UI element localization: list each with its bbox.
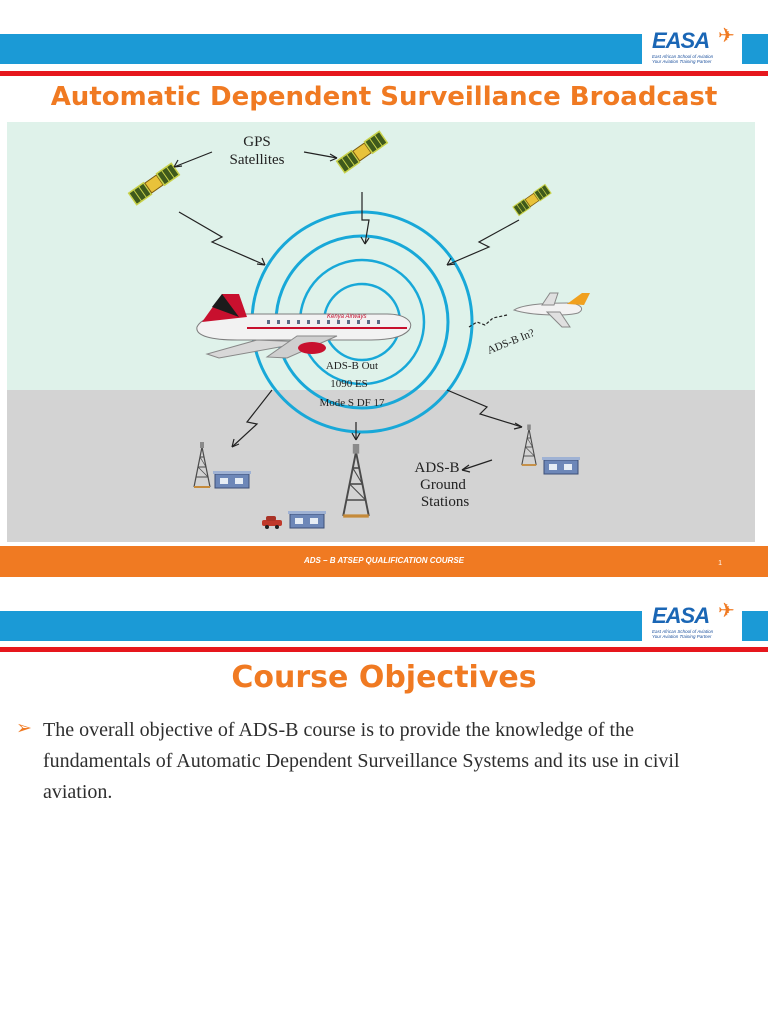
ground-station-building-icon [213, 471, 251, 488]
ads-b-in-label: ADS-B In? [485, 326, 537, 357]
sky-background [7, 122, 755, 390]
ground-label-line2: Ground [420, 477, 466, 493]
footer-text: ADS – B ATSEP QUALIFICATION COURSE [303, 556, 464, 565]
header-red-line [0, 647, 768, 652]
ads-b-diagram [7, 122, 755, 542]
easa-logo [642, 27, 742, 71]
gps-label-line1: GPS [243, 134, 271, 150]
ground-station-building-icon [288, 511, 326, 528]
ground-station-building-icon [542, 457, 580, 474]
easa-logo [642, 602, 742, 646]
objective-text: The overall objective of ADS-B course is to provide the knowledge of the fundamentals of Automatic Dependent Surveillance Systems and its use in civil aviation. [43, 719, 680, 803]
slide-footer [0, 546, 768, 577]
svg-text:Kenya Airways: Kenya Airways [327, 314, 367, 320]
ground-label-line3: Stations [420, 494, 470, 510]
plane-icon: ✈ [718, 25, 735, 47]
logo-subtitle: East African School of Aviation Your Aviation Training Partner [652, 629, 714, 639]
page-number: 1 [718, 560, 722, 567]
slide-title: Course Objectives [231, 660, 537, 695]
logo-wordmark: EASA [652, 28, 710, 53]
slide-2 [0, 590, 768, 1024]
signal-label-2: 1090 ES [330, 378, 368, 390]
arrow-bullet-icon: ➢ [16, 718, 32, 739]
slide-title: Automatic Dependent Surveillance Broadcast [50, 82, 718, 112]
plane-icon: ✈ [718, 600, 735, 622]
ground-background [7, 390, 755, 542]
signal-label-3: Mode S DF 17 [319, 397, 385, 409]
ground-label-line1: ADS-B [414, 460, 460, 476]
logo-wordmark: EASA [652, 603, 710, 628]
signal-label-1: ADS-B Out [325, 360, 379, 372]
header-red-line [0, 71, 768, 76]
gps-label-line2: Satellites [229, 152, 285, 168]
logo-subtitle: East African School of Aviation Your Aviation Training Partner [652, 54, 714, 64]
